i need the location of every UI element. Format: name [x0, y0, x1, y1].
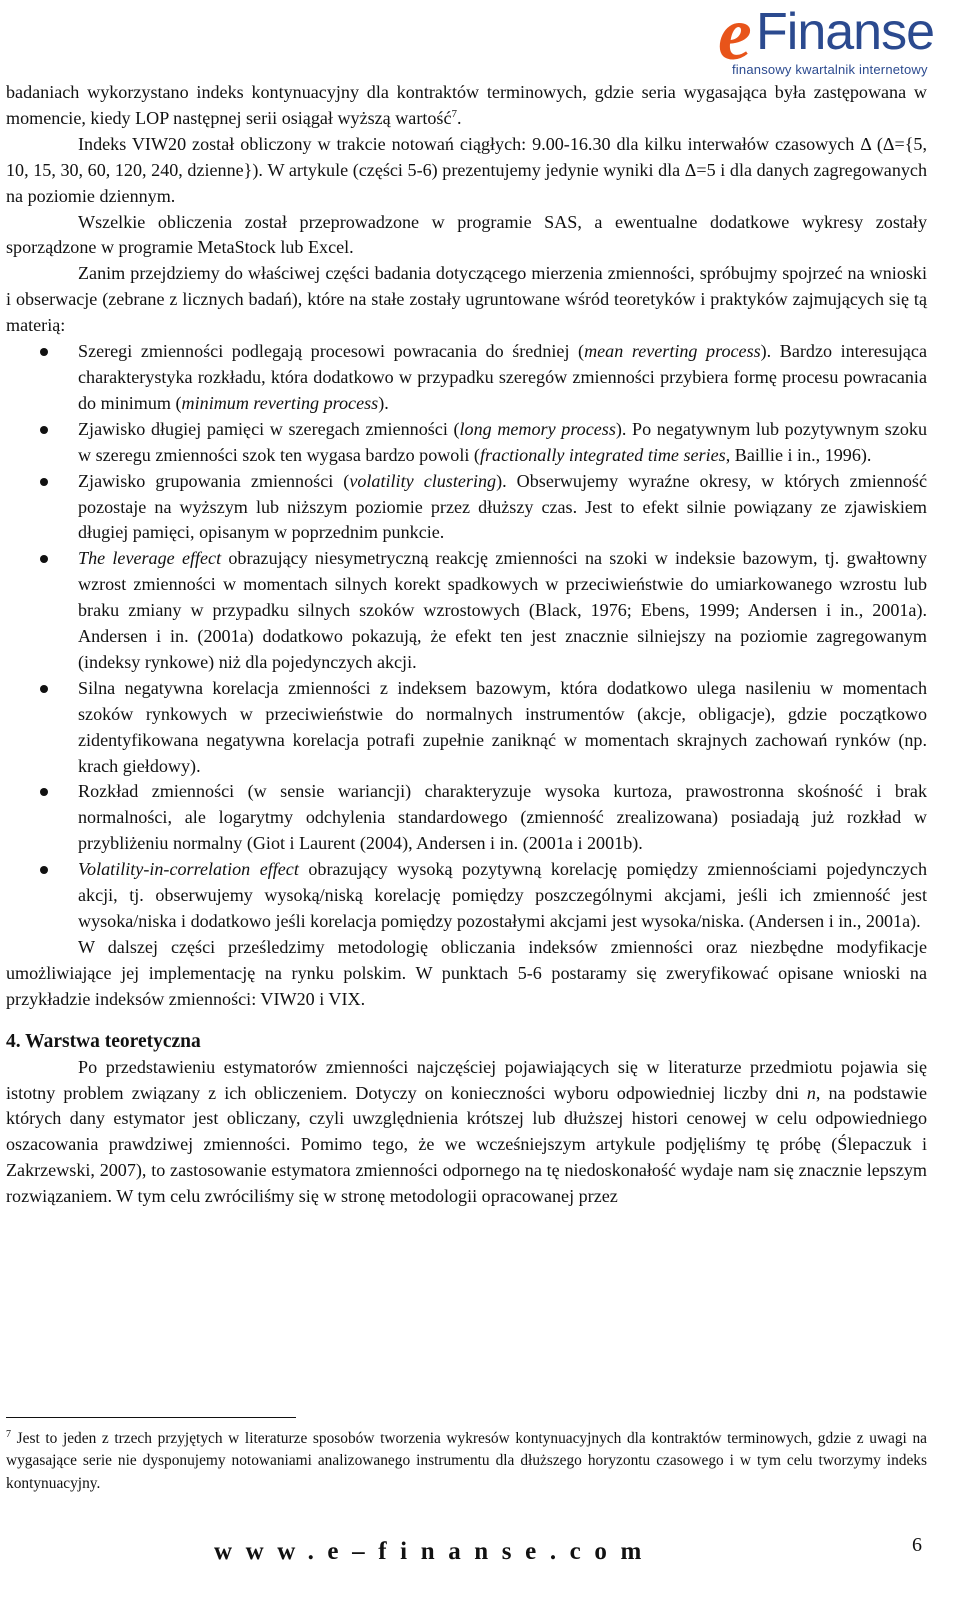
- efinanse-logo: [718, 0, 934, 82]
- footer-url: www.e–finanse.com: [214, 1538, 655, 1565]
- logo-e-letter: e: [718, 0, 752, 76]
- paragraph-sas: Wszelkie obliczenia został przeprowadzone w programie SAS, a ewentualne dodatkowe wykresy zostały sporządzone w programie MetaStock lub Excel.: [6, 211, 927, 258]
- footnote-number: 7: [6, 1428, 11, 1440]
- list-item: Szeregi zmienności podlegają procesowi powracania do średniej (mean reverting process). Bardzo interesująca charakterystyka rozkładu, która dodatkowo w przypadku szeregów zmienności przybiera formę procesu powracania do minimum (minimum reverting process).: [6, 339, 927, 417]
- section-heading: 4. Warstwa teoretyczna: [6, 1030, 201, 1052]
- paragraph-further: W dalszej części prześledzimy metodologię obliczania indeksów zmienności oraz niezbędne modyfikacje umożliwiające jej implementację na rynku polskim. W punktach 5-6 postaramy się zweryfikować opisane wnioski na przykładzie indeksów zmienności: VIW20 i VIX.: [6, 936, 927, 1009]
- paragraph-observations: Zanim przejdziemy do właściwej części badania dotyczącego mierzenia zmienności, spróbujmy spojrzeć na wnioski i obserwacje (zebrane z licznych badań), które na stałe zostały ugruntowane wśród teoretyków i praktyków zajmujących się tą materią:: [6, 263, 927, 336]
- logo-wordmark: Finanse: [756, 3, 934, 61]
- list-item: Rozkład zmienności (w sensie wariancji) charakteryzuje wysoka kurtoza, prawostronna skośność i brak normalności, ale logarytmy odchylenia standardowego (zmienność zrealizowana) posiadają już rozkład w przybliżeniu normalny (Giot i Laurent (2004), Andersen i in. (2001a i 2001b).: [6, 779, 927, 857]
- bullet-icon: [40, 685, 48, 693]
- bullet-icon: [40, 426, 48, 434]
- list-item: Zjawisko długiej pamięci w szeregach zmienności (long memory process). Po negatywnym lub pozytywnym szoku w szeregu zmienności szok ten wygasa bardzo powoli (fractionally integrated time series, Baillie i in., 1996).: [6, 417, 927, 469]
- footnote-text: Jest to jeden z trzech przyjętych w literaturze sposobów tworzenia wykresów kontynuacyjnych dla kontraktów terminowych, gdzie z uwagi na wygasające serie nie dysponujemy notowaniami analizowanego instrumentu dla dłuższego horyzontu czasowego i w tym celu tworzymy indeks kontynuacyjny.: [6, 1430, 927, 1492]
- list-item: Silna negatywna korelacja zmienności z indeksem bazowym, która dodatkowo ulega nasileniu w momentach szoków rynkowych w przeciwieństwie do normalnych instrumentów (akcje, obligacje), gdzie początkowo zidentyfikowana negatywna korelacja potrafi zupełnie zaniknąć w momentach skrajnych zachowań rynków (np. krach giełdowy).: [6, 676, 927, 780]
- footnote-divider: [6, 1417, 296, 1418]
- paragraph-intro: badaniach wykorzystano indeks kontynuacyjny dla kontraktów terminowych, gdzie seria wygasająca była zastępowana w momencie, kiedy LOP następnej serii osiągał wyższą wartość$^7$.: [6, 82, 927, 128]
- paragraph-viw20: Indeks VIW20 został obliczony w trakcie notowań ciągłych: 9.00-16.30 dla kilku interwałów czasowych Δ (Δ={5, 10, 15, 30, 60, 120, 240, dzienne}). W artykule (części 5-6) prezentujemy jedynie wyniki dla Δ=5 i dla danych zagregowanych na poziomie dziennym.: [6, 133, 927, 206]
- bullet-icon: [40, 866, 48, 874]
- bullet-icon: [40, 348, 48, 356]
- page-number: 6: [912, 1534, 922, 1556]
- footnote: [6, 1428, 927, 1495]
- article-body: [6, 80, 927, 1210]
- paragraph-theory: Po przedstawieniu estymatorów zmienności najczęściej pojawiających się w literaturze przedmiotu pojawia się istotny problem związany z ich obliczeniem. Dotyczy on konieczności wyboru odpowiedniej liczby dni n, na podstawie których dany estymator jest obliczany, czyli uwzględnienia krótszej lub dłuższej histori cenowej w celu odpowiedniego oszacowania prawdziwej zmienności. Pomimo tego, że we wcześniejszym artykule podjęliśmy tę próbę (Ślepaczuk i Zakrzewski, 2007), to zastosowanie estymatora zmienności odpornego na tę niedoskonałość wydaje nam się znacznie lepszym rozwiązaniem. W tym celu zwróciliśmy się w stronę metodologii opracowanej przez: [6, 1056, 928, 1207]
- bullet-icon: [40, 788, 48, 796]
- list-item: The leverage effect obrazujący niesymetryczną reakcję zmienności na szoki w indeksie bazowym, tj. gwałtowny wzrost zmienności w momentach silnych korekt spadkowych w przeciwieństwie do umiarkowanego wzrostu lub braku zmiany w przypadku silnych szoków wzrostowych (Black, 1976; Ebens, 1999; Andersen i in., 2001a). Andersen i in. (2001a) dodatkowo pokazują, że efekt ten jest znacznie silniejszy na poziomie zagregowanym (indeksy rynkowe) niż dla pojedynczych akcji.: [6, 546, 927, 676]
- bullet-icon: [40, 555, 48, 563]
- footnote-reference: 7: [451, 107, 458, 120]
- bullet-icon: [40, 478, 48, 486]
- list-item: Volatility-in-correlation effect obrazujący wysoką pozytywną korelację pomiędzy zmiennościami pojedynczych akcji, tj. obserwujemy wysoką/niską korelację pomiędzy poszczególnymi akcjami, jeśli ich zmienność jest wysoka/niska i dodatkowo jeśli korelacja pomiędzy pozostałymi akcjami jest wysoka/niska. (Andersen i in., 2001a).: [6, 857, 927, 935]
- logo-tagline: finansowy kwartalnik internetowy: [732, 62, 928, 77]
- observations-list: [6, 339, 927, 935]
- list-item: Zjawisko grupowania zmienności (volatility clustering). Obserwujemy wyraźne okresy, w których zmienność pozostaje na wyższym lub niższym poziomie przez dłuższy czas. Jest to efekt silnie powiązany ze zjawiskiem długiej pamięci, opisanym w poprzednim punkcie.: [6, 469, 927, 547]
